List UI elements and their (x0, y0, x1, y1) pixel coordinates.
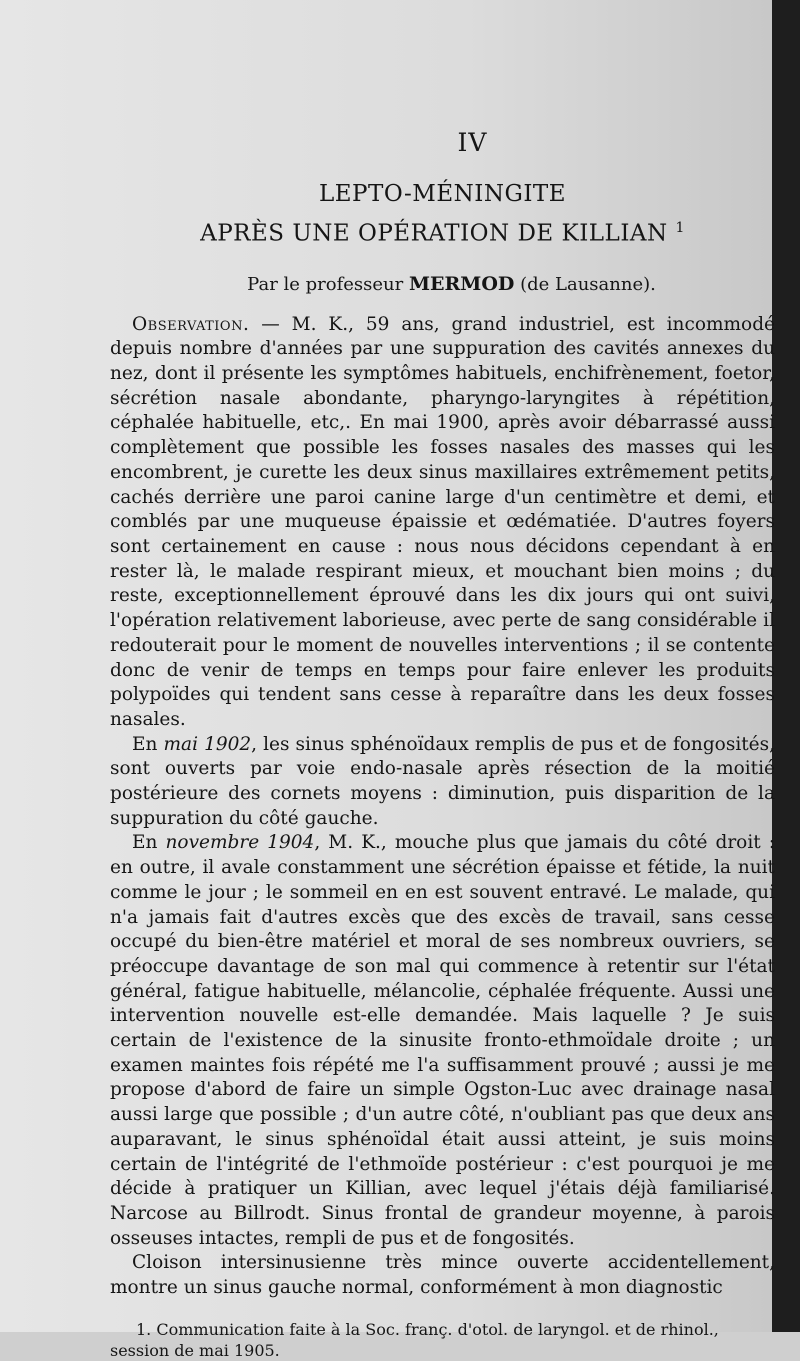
byline (128, 273, 775, 295)
p3-text: , M. K., mouche plus que jamais du côté droit : en outre, il avale constamment une sécrétion épaisse et fétide, la nuit comme le jour ; le sommeil en en est souvent entravé. Le malade, qui n'a jamais fait d'autres excès que des excès de travail, sans cesse occupé du bien-être matériel et moral de ses nombreux ouvriers, se préoccupe davantage de son mal qui commence à retentir sur l'état général, fatigue habituelle, mélancolie, céphalée fréquente. Aussi une intervention nouvelle est-elle demandée. Mais laquelle ? Je suis certain de l'existence de la sinusite fronto-ethmoïdale droite ; un examen maintes fois répété me l'a suffisamment prouvé ; aussi je me propose d'abord de faire un simple Ogston-Luc avec drainage nasal aussi large que possible ; d'un autre côté, n'oubliant pas que deux ans auparavant, le sinus sphénoïdal était aussi atteint, je suis moins certain de l'intégrité de l'ethmoïde postérieur : c'est pourquoi je me décide à pratiquer un Killian, avec lequel j'étais déjà familiarisé. Narcose au Billrodt. Sinus frontal de grandeur moyenne, à parois osseuses intactes, rempli de pus et de fongosités. (110, 832, 775, 1249)
chapter-title-line1: LEPTO-MÉNINGITE (318, 181, 567, 207)
p2-text: , les sinus sphénoïdaux remplis de pus et de fongosités, sont ouverts par voie endo-nasale après résection de la moitié postérieure des cornets moyens : diminution, puis disparition de la suppuration du côté gauche. (110, 733, 775, 829)
footnote: 1. Communication faite à la Soc. franç. d'otol. de laryngol. et de rhinol., session de mai 1905. (110, 1319, 719, 1360)
byline-suffix: (de Lausanne). (520, 273, 656, 295)
observation-label: Observation. (132, 313, 250, 335)
paragraph-novembre-1904 (110, 831, 775, 1251)
date-novembre-1904: novembre 1904 (165, 832, 315, 854)
scan-dark-edge (772, 0, 800, 1332)
paragraph-cloison: Cloison intersinusienne très mince ouverte accidentellement, montre un sinus gauche normal, conformément à mon diagnostic (110, 1252, 775, 1299)
byline-prefix: Par le professeur (247, 273, 404, 295)
article-body (110, 313, 775, 1301)
p3-start: En (132, 832, 166, 854)
date-mai-1902: mai 1902 (163, 733, 252, 755)
page-content (110, 128, 775, 1361)
paragraph-observation-text: — M. K., 59 ans, grand industriel, est incommodé depuis nombre d'années par une suppuration des cavités annexes du nez, dont il présente les symptômes habituels, enchifrènement, foetor, sécrétion nasale abondante, pharyngo-laryngites à répétition, céphalée habituelle, etc,. En mai 1900, après avoir débarrassé aussi complètement que possible les fosses nasales des masses qui les encombrent, je curette les deux sinus maxillaires extrêmement petits, cachés derrière une paroi canine large d'un centimètre et demi, et comblés par une muqueuse épaissie et œdématiée. D'autres foyers sont certainement en cause : nous nous décidons cependant à en rester là, le malade respirant mieux, et mouchant bien moins ; du reste, exceptionnellement éprouvé dans les dix jours qui ont suivi, l'opération relativement laborieuse, avec perte de sang considérable il redouterait pour le moment de nouvelles interventions ; il se contente donc de venir de temps en temps pour faire enlever les produits polypoïdes qui tendent sans cesse à reparaître dans les deux fosses nasales. (110, 313, 775, 730)
author-name: MERMOD (408, 272, 515, 295)
p2-start: En (132, 733, 164, 755)
paragraph-mai-1902 (110, 733, 775, 832)
chapter-number: IV (457, 128, 488, 157)
footnote-reference: 1 (675, 220, 685, 236)
paragraph-observation (110, 313, 775, 733)
chapter-title-line2: APRÈS UNE OPÉRATION DE KILLIAN (200, 220, 668, 247)
chapter-title (110, 177, 775, 251)
